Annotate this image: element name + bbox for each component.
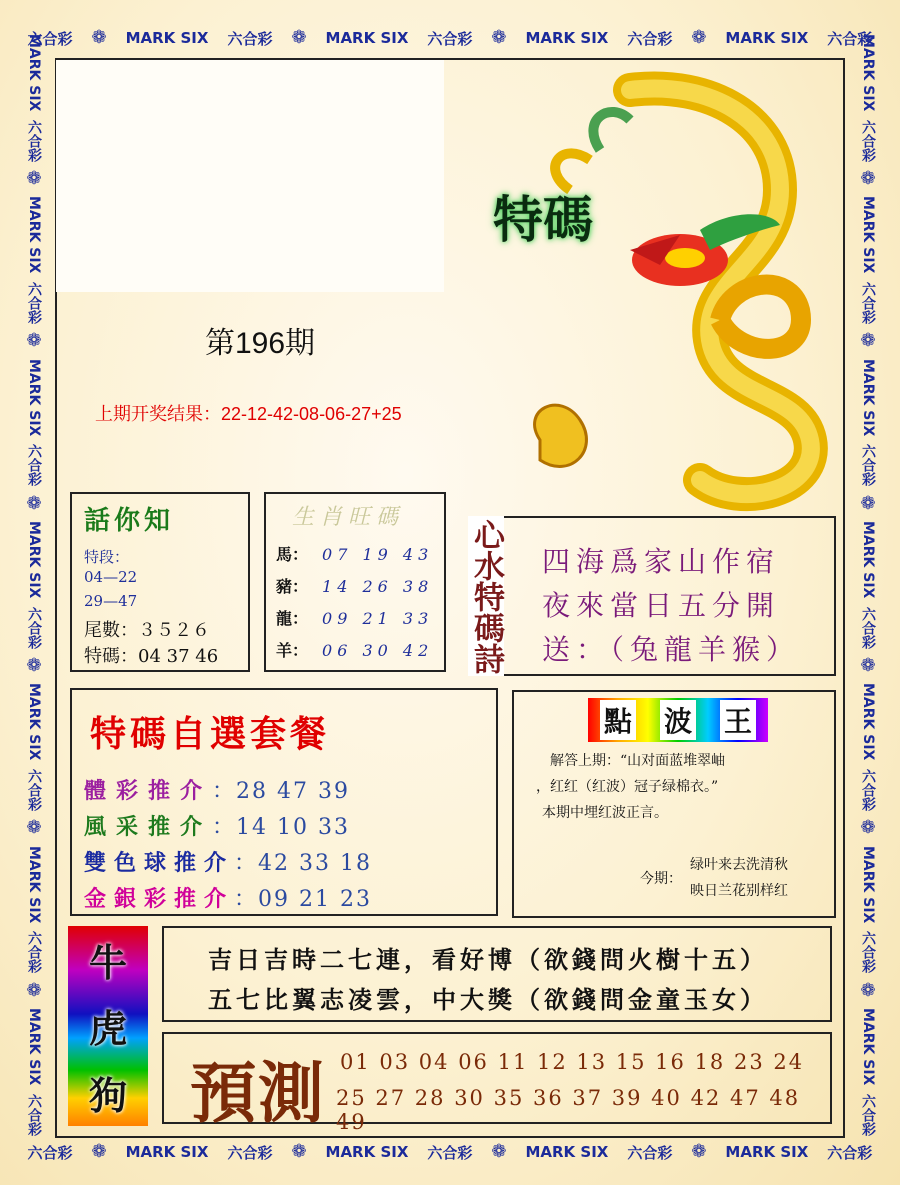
ornament-icon: ❁ [291,1141,307,1162]
border-mark: MARK SIX [26,196,42,274]
tema-combo-box [70,688,498,916]
jiri-line-1: 吉日吉時二七連，看好博（欲錢問火樹十五） [208,945,768,974]
ornament-icon: ❁ [26,979,42,1001]
border-mark: MARK SIX [26,683,42,761]
border-cn: 六合彩 [627,1143,673,1162]
weishu: 尾數：３５２６ [84,620,210,641]
tema-combo-title: 特碼自選套餐 [90,713,331,755]
ornament-icon: ❁ [691,1141,707,1162]
prediction-title: 預測 [190,1054,326,1132]
shengxiao-nums: 06 30 42 [322,641,434,660]
combo-row [84,810,350,841]
border-cn: 六合彩 [227,29,273,48]
ornament-icon: ❁ [91,1141,107,1162]
border-cn: 六合彩 [860,444,876,487]
ornament-icon: ❁ [26,492,42,514]
dianbo-char: 王 [720,700,756,740]
prediction-box [162,1032,832,1134]
border-mark: MARK SIX [525,29,609,47]
border-mark: MARK SIX [725,29,809,47]
huanizhi-box [70,492,250,672]
shengxiao-nums: 09 21 33 [322,609,434,628]
combo-row [84,882,372,913]
poem-side-label: 心水特碼詩 [468,516,504,676]
border-mark: MARK SIX [860,845,876,923]
border-mark: MARK SIX [860,521,876,599]
shengxiao-row [276,606,433,629]
border-cn: 六合彩 [26,931,42,974]
border-mark: MARK SIX [860,358,876,437]
combo-label: 體彩推介 [84,778,213,804]
combo-value: ：14 10 33 [212,815,350,840]
border-mark: MARK SIX [26,358,42,437]
border-cn: 六合彩 [827,29,873,48]
ornament-icon: ❁ [291,27,307,48]
shengxiao-row [276,638,433,661]
shengxiao-title: 生肖旺碼 [292,505,405,530]
border-cn: 六合彩 [860,931,876,974]
border-cn: 六合彩 [227,1143,273,1162]
dragon-illustration [480,60,840,520]
border-mark: MARK SIX [860,196,876,274]
zodiac-char: 牛 [88,939,127,985]
dianbo-title [588,698,768,742]
shengxiao-nums: 14 26 38 [322,577,434,596]
ornament-icon: ❁ [491,1141,507,1162]
poem-line-1: 四海爲家山作宿 [542,545,781,578]
combo-row [84,846,372,877]
dianbo-answer-2: ，红红（红波）冠子绿棉衣。” [536,779,719,795]
border-cn: 六合彩 [860,769,876,812]
combo-value: ：09 21 23 [234,887,372,912]
border-mark: MARK SIX [125,1143,209,1161]
border-top [18,24,882,52]
jiri-box [162,926,832,1022]
ornament-icon: ❁ [26,168,42,190]
shengxiao-row [276,574,433,597]
border-mark: MARK SIX [325,1143,409,1161]
ornament-icon: ❁ [860,330,876,352]
border-mark: MARK SIX [26,521,42,599]
border-cn: 六合彩 [627,29,673,48]
border-cn: 六合彩 [26,606,42,649]
blank-header-area [56,60,444,292]
zodiac-char: 狗 [88,1073,127,1119]
poem-box [468,516,836,676]
ornament-icon: ❁ [860,979,876,1001]
dianbo-this-2: 映日兰花别样红 [690,883,788,899]
huanizhi-title: 話你知 [84,506,175,536]
ornament-icon: ❁ [691,27,707,48]
border-cn: 六合彩 [427,1143,473,1162]
ornament-icon: ❁ [860,168,876,190]
combo-value: ：42 33 18 [234,851,372,876]
poem-line-2: 夜來當日五分開 [542,589,781,622]
ornament-icon: ❁ [860,817,876,839]
border-mark: MARK SIX [125,29,209,47]
border-right [854,30,882,1140]
poem-line-3: 送：（兔龍羊猴） [542,633,801,666]
combo-label: 雙色球推介 [84,850,235,876]
dianbo-box [512,690,836,918]
border-cn: 六合彩 [860,282,876,325]
border-mark: MARK SIX [725,1143,809,1161]
zodiac-column [68,926,148,1126]
combo-label: 金銀彩推介 [84,886,235,912]
dianbo-answer-3: 本期中埋红波正言。 [542,805,668,821]
ornament-icon: ❁ [491,27,507,48]
issue-number: 第196期 [205,327,316,360]
border-mark: MARK SIX [860,1007,876,1086]
prediction-row-2: 25 27 28 30 35 36 37 39 40 42 47 48 49 [336,1086,801,1134]
dianbo-this-label: 今期： [640,871,682,887]
border-bottom [18,1138,882,1166]
shengxiao-nums: 07 19 43 [322,545,434,564]
border-mark: MARK SIX [860,683,876,761]
border-mark: MARK SIX [325,29,409,47]
shengxiao-label: 豬： [276,577,309,596]
shengxiao-label: 龍： [276,609,309,628]
combo-label: 風采推介 [84,814,213,840]
border-cn: 六合彩 [26,1093,42,1136]
border-cn: 六合彩 [26,282,42,325]
border-cn: 六合彩 [860,606,876,649]
shengxiao-box [264,492,446,672]
combo-row [84,774,350,805]
shengxiao-label: 馬： [276,545,309,564]
duan-range-2: 29—47 [84,592,138,610]
ornament-icon: ❁ [91,27,107,48]
border-cn: 六合彩 [26,769,42,812]
prediction-row-1: 01 03 04 06 11 12 13 15 16 18 23 24 [340,1050,805,1074]
border-cn: 六合彩 [26,119,42,162]
border-mark: MARK SIX [26,845,42,923]
border-cn: 六合彩 [27,1143,73,1162]
border-mark: MARK SIX [26,1007,42,1086]
border-mark: MARK SIX [26,34,42,112]
dianbo-this-1: 绿叶来去洗清秋 [690,857,788,873]
dianbo-char: 波 [660,700,696,740]
duan-range-1: 04—22 [84,568,138,586]
jiri-line-2: 五七比翼志凌雲，中大獎（欲錢問金童玉女） [208,985,768,1014]
last-draw-result: 上期开奖结果：22-12-42-08-06-27+25 [95,404,402,424]
zodiac-char: 虎 [88,1006,127,1052]
ornament-icon: ❁ [26,655,42,677]
dianbo-char: 點 [600,700,636,740]
ornament-icon: ❁ [26,817,42,839]
dianbo-answer-1: 解答上期：“山对面蓝堆翠岫 [550,753,726,769]
border-cn: 六合彩 [827,1143,873,1162]
border-cn: 六合彩 [27,29,73,48]
duan-label: 特段： [84,548,130,566]
shengxiao-label: 羊： [276,641,309,660]
border-mark: MARK SIX [860,34,876,112]
tema-nums: 特碼：04 37 46 [84,646,219,667]
border-cn: 六合彩 [860,1093,876,1136]
border-cn: 六合彩 [26,444,42,487]
border-left [20,30,48,1140]
shengxiao-row [276,542,433,565]
border-mark: MARK SIX [525,1143,609,1161]
ornament-icon: ❁ [860,655,876,677]
header-title: 特碼 [493,190,593,249]
border-cn: 六合彩 [860,119,876,162]
border-cn: 六合彩 [427,29,473,48]
ornament-icon: ❁ [26,330,42,352]
ornament-icon: ❁ [860,492,876,514]
combo-value: ：28 47 39 [212,779,350,804]
